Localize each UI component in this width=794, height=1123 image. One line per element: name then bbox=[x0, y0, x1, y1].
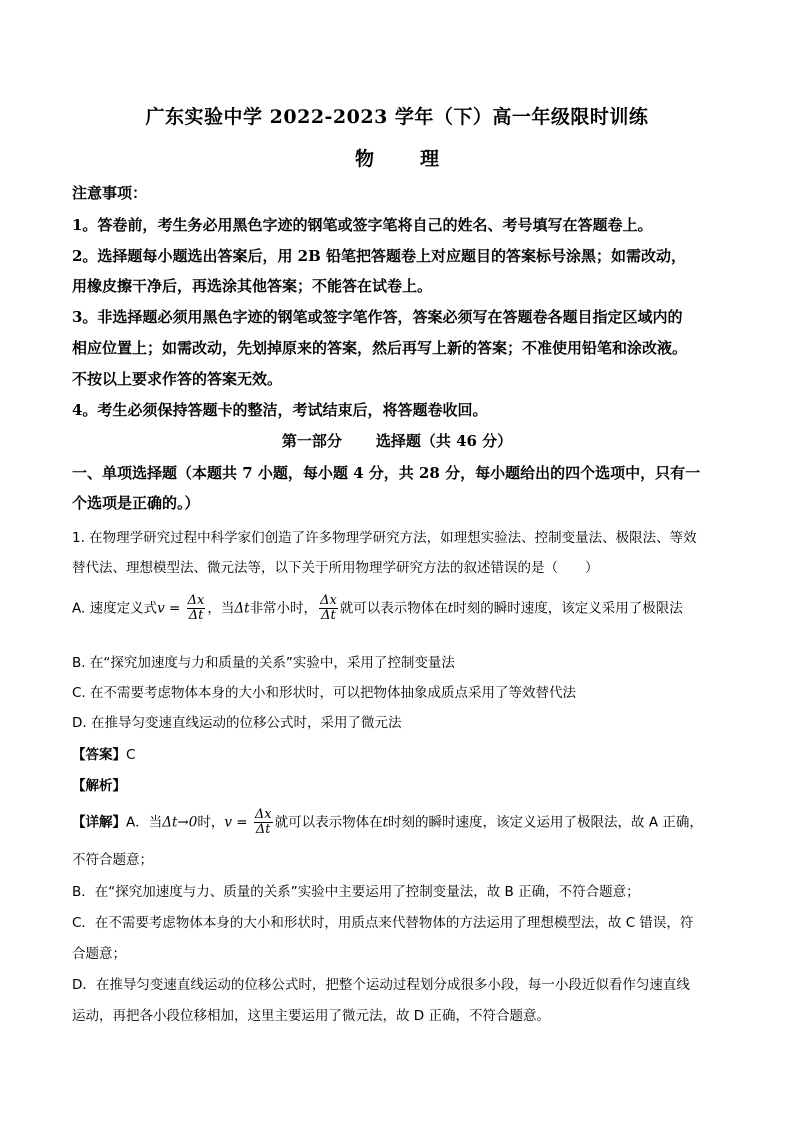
fraction-dx-dt: $\frac{\Delta x}{\Delta t}$ bbox=[254, 807, 272, 837]
explanation-line: B．在“探究加速度与力、质量的关系”实验中主要运用了控制变量法，故 B 正确，不符合题意； bbox=[72, 884, 640, 900]
answer-value: C bbox=[126, 747, 136, 763]
question-stem-line: 1. 在物理学研究过程中科学家们创造了许多物理学研究方法，如理想实验法、控制变量法、极限法、等效 bbox=[72, 530, 697, 546]
fraction-dx-dt: $\frac{\Delta x}{\Delta t}$ bbox=[187, 593, 205, 623]
exam-title: 广东实验中学 2022-2023 学年（下）高一年级限时训练 bbox=[145, 106, 649, 128]
subject-char-1: 物 bbox=[354, 148, 374, 170]
explanation-line-a: 【详解】A．当Δt→0时，v = $\frac{\Delta x}{\Delta t}$ 就可以表示物体在t时刻的瞬时速度，该定义运用了极限法，故 A 正确， bbox=[72, 807, 703, 837]
section-heading-line: 个选项是正确的。） bbox=[72, 494, 200, 512]
explanation-line: 合题意； bbox=[72, 946, 126, 962]
notice-line: 相应位置上；如需改动，先划掉原来的答案，然后再写上新的答案；不准使用铅笔和涂改液。 bbox=[72, 339, 688, 357]
option-c: C. 在不需要考虑物体本身的大小和形状时，可以把物体抽象成质点采用了等效替代法 bbox=[72, 685, 577, 701]
notice-line: 用橡皮擦干净后，再选涂其他答案；不能答在试卷上。 bbox=[72, 277, 433, 295]
option-b: B. 在“探究加速度与力和质量的关系”实验中，采用了控制变量法 bbox=[72, 655, 455, 671]
subject-char-2: 理 bbox=[420, 148, 440, 170]
part-title-right: 选择题（共 46 分） bbox=[375, 432, 513, 450]
option-d: D. 在推导匀变速直线运动的位移公式时，采用了微元法 bbox=[72, 715, 402, 731]
section-heading-line: 一、单项选择题（本题共 7 小题，每小题 4 分，共 28 分，每小题给出的四个选项中，只有一 bbox=[72, 464, 701, 482]
fraction-dx-dt: $\frac{\Delta x}{\Delta t}$ bbox=[320, 593, 337, 623]
analysis-label: 【解析】 bbox=[72, 778, 126, 794]
explanation-line: 不符合题意； bbox=[72, 852, 153, 868]
notice-line: 1。答卷前，考生务必用黑色字迹的钢笔或签字笔将自己的姓名、考号填写在答题卷上。 bbox=[72, 216, 653, 234]
answer-label: 【答案】 bbox=[72, 747, 126, 763]
subject-title bbox=[0, 144, 794, 171]
explanation-line: C．在不需要考虑物体本身的大小和形状时，用质点来代替物体的方法运用了理想模型法，故 C 错误，符 bbox=[72, 915, 694, 931]
notice-line: 3。非选择题必须用黑色字迹的钢笔或签字笔作答，答案必须写在答题卷各题目指定区域内的 bbox=[72, 308, 683, 326]
option-a: A. 速度定义式v = $\frac{\Delta x}{\Delta t}$ ，当Δt非常小时， $\frac{\Delta x}{\Delta t}$ 就可以表示物体在t时刻的瞬时速度，该定义采用了极限法 bbox=[72, 593, 683, 623]
question-stem-line: 替代法、理想模型法、微元法等，以下关于所用物理学研究方法的叙述错误的是（ ） bbox=[72, 560, 599, 576]
notice-heading: 注意事项： bbox=[72, 184, 148, 202]
explanation-label: 【详解】 bbox=[72, 814, 126, 831]
notice-line: 4。考生必须保持答题卡的整洁，考试结束后，将答题卷收回。 bbox=[72, 401, 488, 419]
explanation-line: 运动，再把各小段位移相加，这里主要运用了微元法，故 D 正确，不符合题意。 bbox=[72, 1008, 550, 1024]
notice-line: 2。选择题每小题选出答案后，用 2B 铅笔把答题卷上对应题目的答案标号涂黑；如需改动， bbox=[72, 247, 687, 265]
notice-line: 不按以上要求作答的答案无效。 bbox=[72, 370, 283, 388]
part-heading bbox=[0, 430, 794, 451]
explanation-line: D．在推导匀变速直线运动的位移公式时，把整个运动过程划分成很多小段，每一小段近似看作匀速直线 bbox=[72, 977, 690, 993]
part-title-left: 第一部分 bbox=[281, 432, 342, 450]
answer-line bbox=[72, 743, 732, 763]
